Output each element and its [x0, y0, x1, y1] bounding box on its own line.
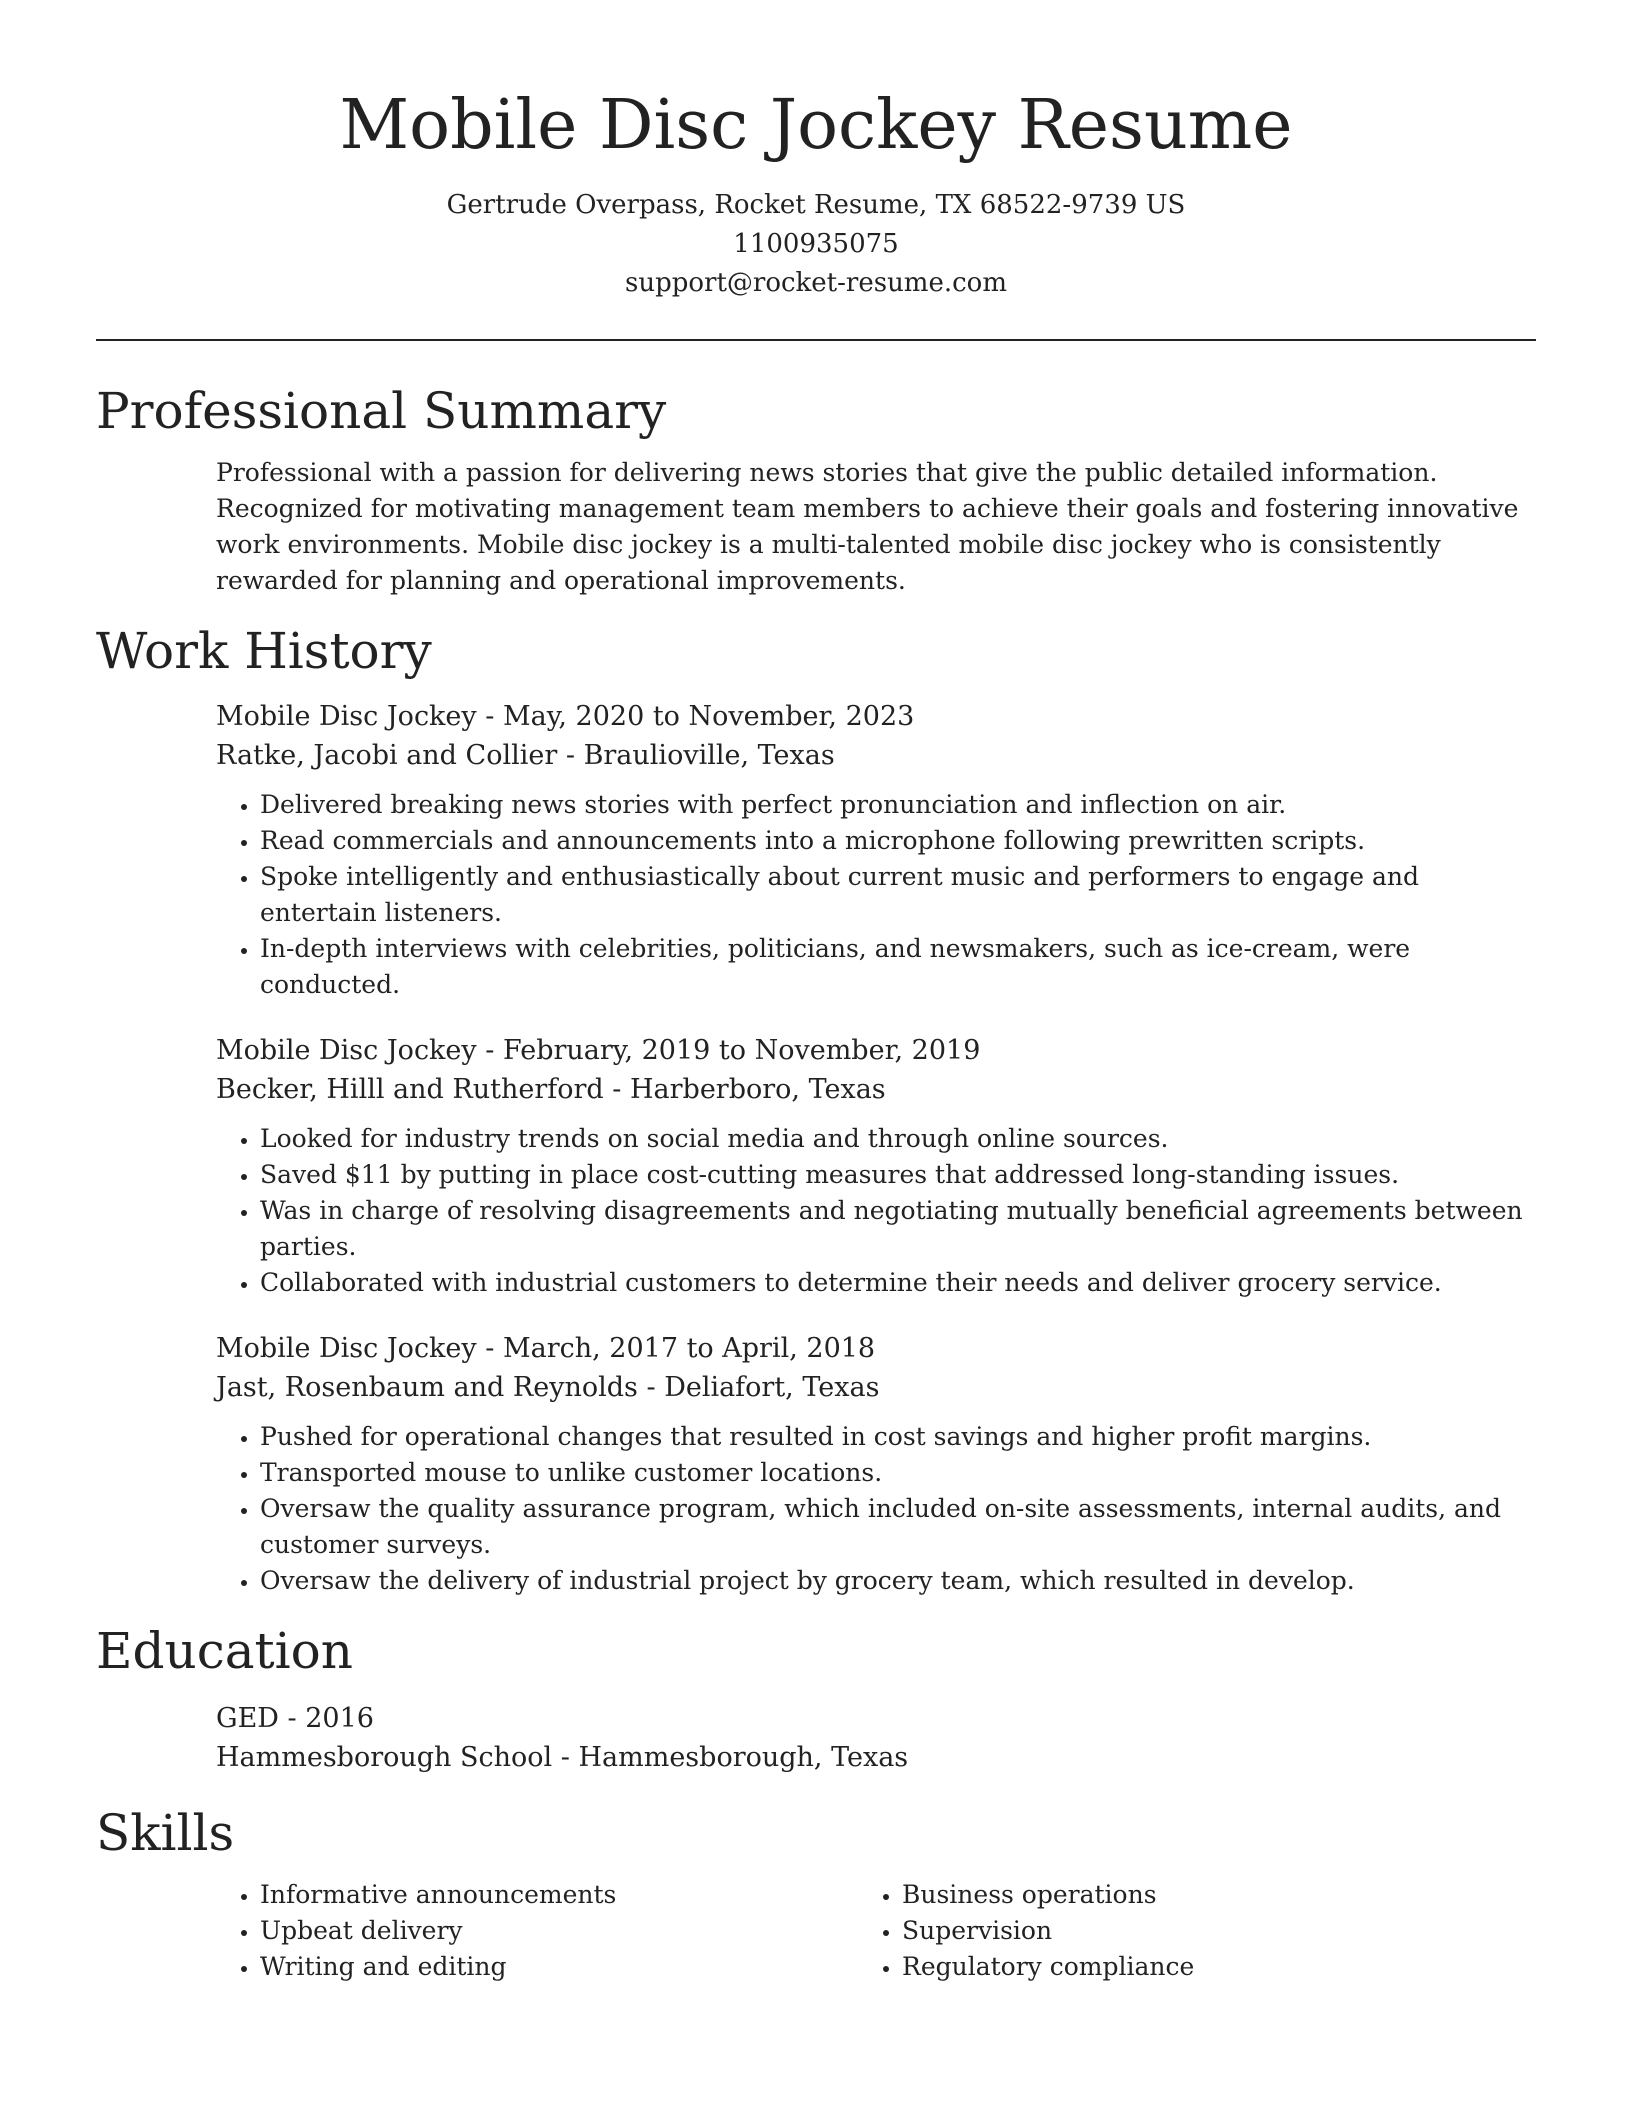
- separator: -: [557, 740, 584, 771]
- job-bullets: [216, 787, 1536, 1003]
- separator: -: [476, 701, 503, 732]
- job-bullet: • Saved $11 by putting in place cost-cutting measures that addressed long-standing issues.: [260, 1157, 1536, 1193]
- skill-item: • Writing and editing: [260, 1949, 858, 1985]
- skills-column-right: [858, 1877, 1500, 1985]
- summary-heading: Professional Summary: [96, 382, 667, 440]
- summary-section: [96, 381, 1536, 599]
- degree: GED: [216, 1703, 279, 1734]
- contact-phone: 1100935075: [733, 229, 899, 259]
- school-location: Hammesborough, Texas: [578, 1742, 909, 1773]
- job-bullet: • Looked for industry trends on social media and through online sources.: [260, 1121, 1536, 1157]
- degree-year: 2016: [305, 1703, 374, 1734]
- degree-line: [216, 1699, 1536, 1738]
- job-title-line: [216, 697, 1536, 736]
- skills-column-left: [216, 1877, 858, 1985]
- job-location: Harberboro, Texas: [630, 1074, 886, 1105]
- header-divider: [96, 339, 1536, 341]
- job-bullet: • Delivered breaking news stories with perfect pronunciation and inflection on air.: [260, 787, 1536, 823]
- job-entry: [216, 1031, 1536, 1301]
- separator: -: [552, 1742, 579, 1773]
- separator: -: [278, 1703, 306, 1734]
- skills-grid: [216, 1877, 1536, 1985]
- separator: -: [637, 1372, 665, 1403]
- summary-text: Professional with a passion for delivering news stories that give the public detailed information. Recognized for motivating management team members to achieve their goals and fostering innovative work environments. Mobile disc jockey is a multi-talented mobile disc jockey who is consistently rewarded for planning and operational improvements.: [216, 458, 1519, 595]
- job-dates: March, 2017 to April, 2018: [502, 1333, 876, 1364]
- skills-heading: Skills: [96, 1804, 235, 1862]
- job-title-line: [216, 1329, 1536, 1368]
- separator: -: [476, 1035, 503, 1066]
- job-entry: [216, 1329, 1536, 1599]
- school-line: [216, 1738, 1536, 1777]
- job-company-line: [216, 1070, 1536, 1109]
- job-company: Becker, Hilll and Rutherford: [216, 1074, 604, 1105]
- job-location: Deliafort, Texas: [664, 1372, 880, 1403]
- job-title: Mobile Disc Jockey: [216, 701, 477, 732]
- skill-item: • Business operations: [902, 1877, 1500, 1913]
- education-heading: Education: [96, 1622, 353, 1680]
- skills-section: [96, 1803, 1536, 1985]
- job-bullet: • Oversaw the delivery of industrial project by grocery team, which resulted in develop.: [260, 1563, 1536, 1599]
- education-entry: [216, 1699, 1536, 1777]
- education-section: [96, 1621, 1536, 1777]
- skill-item: • Regulatory compliance: [902, 1949, 1500, 1985]
- job-bullet: • Spoke intelligently and enthusiastically about current music and performers to engage and entertain listeners.: [260, 859, 1536, 931]
- separator: -: [603, 1074, 630, 1105]
- job-title-line: [216, 1031, 1536, 1070]
- job-bullet: • Oversaw the quality assurance program, which included on-site assessments, internal audits, and customer surveys.: [260, 1491, 1536, 1563]
- job-title: Mobile Disc Jockey: [216, 1333, 477, 1364]
- skill-item: • Supervision: [902, 1913, 1500, 1949]
- job-bullet: • In-depth interviews with celebrities, politicians, and newsmakers, such as ice-cream, were conducted.: [260, 931, 1536, 1003]
- skill-item: • Informative announcements: [260, 1877, 858, 1913]
- job-location: Braulioville, Texas: [583, 740, 835, 771]
- job-company-line: [216, 736, 1536, 775]
- job-bullets: [216, 1121, 1536, 1301]
- contact-email: support@rocket-resume.com: [624, 268, 1007, 298]
- job-bullet: • Read commercials and announcements into a microphone following prewritten scripts.: [260, 823, 1536, 859]
- contact-address: Gertrude Overpass, Rocket Resume, TX 68522-9739 US: [446, 190, 1186, 220]
- job-dates: February, 2019 to November, 2019: [502, 1035, 981, 1066]
- job-entry: [216, 697, 1536, 1003]
- job-bullet: • Collaborated with industrial customers to determine their needs and deliver grocery service.: [260, 1265, 1536, 1301]
- contact-block: [96, 186, 1536, 303]
- school-name: Hammesborough School: [216, 1742, 553, 1773]
- separator: -: [476, 1333, 503, 1364]
- work-history-section: [96, 621, 1536, 1599]
- job-bullet: • Was in charge of resolving disagreements and negotiating mutually beneficial agreements between parties.: [260, 1193, 1536, 1265]
- job-company-line: [216, 1368, 1536, 1407]
- job-dates: May, 2020 to November, 2023: [502, 701, 915, 732]
- job-title: Mobile Disc Jockey: [216, 1035, 477, 1066]
- job-bullet: • Transported mouse to unlike customer locations.: [260, 1455, 1536, 1491]
- job-company: Ratke, Jacobi and Collier: [216, 740, 558, 771]
- work-history-heading: Work History: [96, 622, 432, 680]
- job-bullets: [216, 1419, 1536, 1599]
- job-company: Jast, Rosenbaum and Reynolds: [216, 1372, 638, 1403]
- job-bullet: • Pushed for operational changes that resulted in cost savings and higher profit margins.: [260, 1419, 1536, 1455]
- skill-item: • Upbeat delivery: [260, 1913, 858, 1949]
- resume-title: Mobile Disc Jockey Resume: [339, 86, 1293, 165]
